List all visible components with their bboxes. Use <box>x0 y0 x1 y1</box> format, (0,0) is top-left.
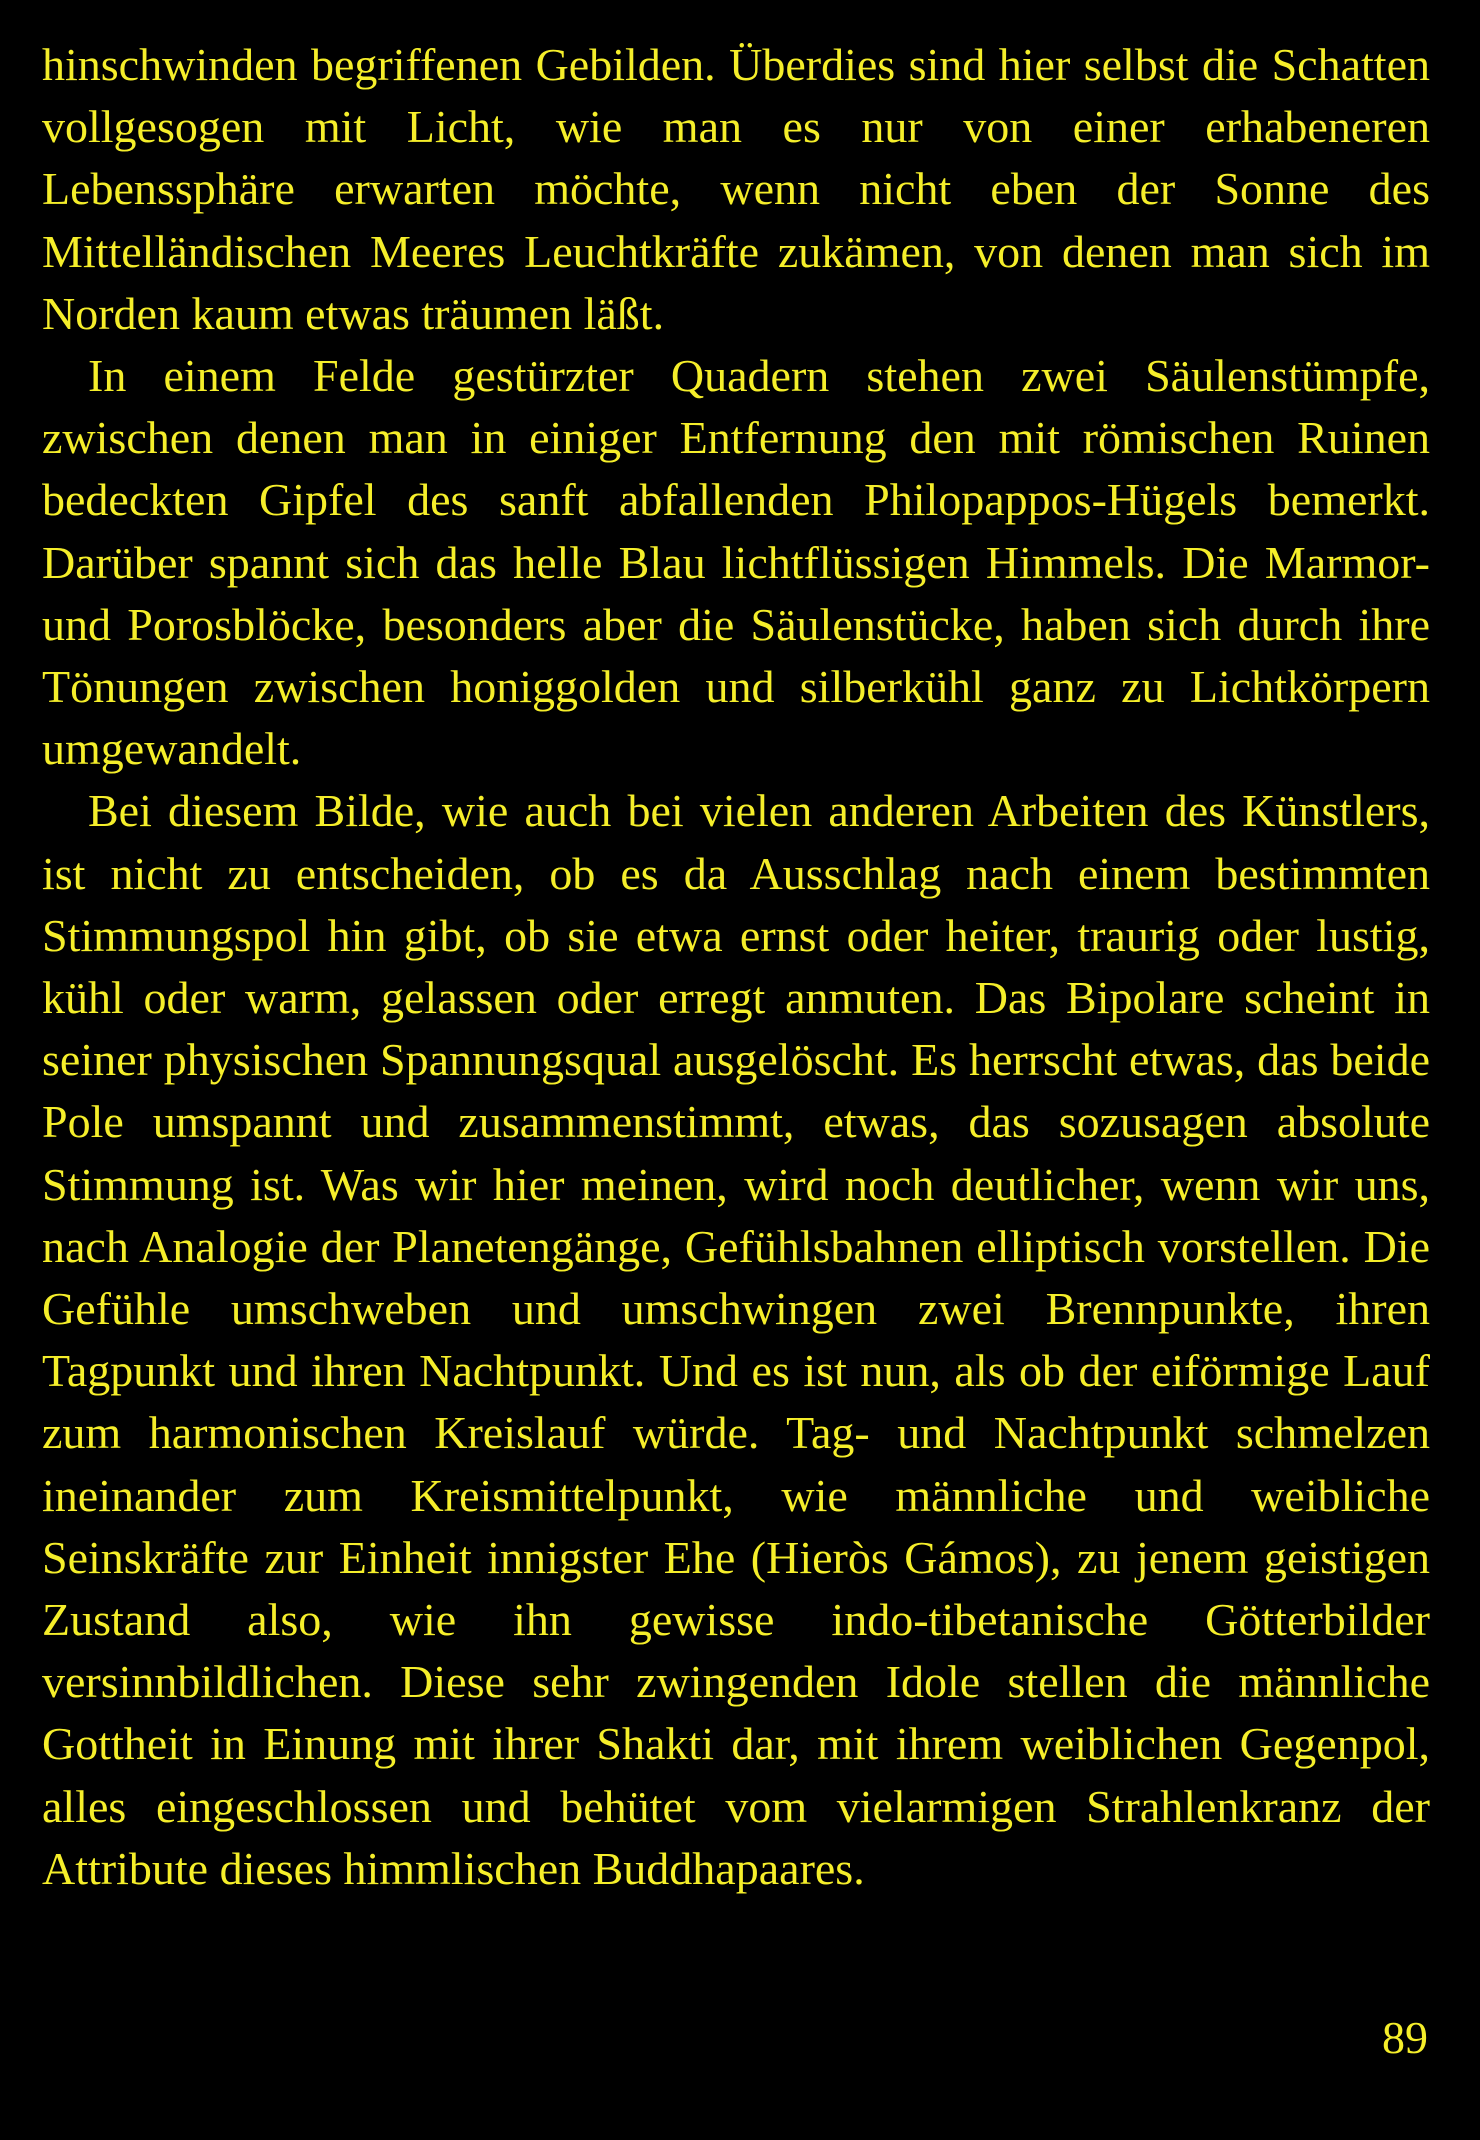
paragraph-mood: Bei diesem Bilde, wie auch bei vielen anderen Arbeiten des Künstlers, ist nicht zu entscheiden, ob es da Ausschlag nach einem bestimmten Stimmungspol hin gibt, ob sie etwa ernst oder heiter, traurig oder lustig, kühl oder warm, gelassen oder erregt anmuten. Das Bipolare scheint in seiner physischen Spannungsqual ausgelöscht. Es herrscht etwas, das beide Pole umspannt und zusammenstimmt, etwas, das sozusagen absolute Stimmung ist. Was wir hier meinen, wird noch deutlicher, wenn wir uns, nach Analogie der Planetengänge, Gefühlsbahnen elliptisch vorstellen. Die Gefühle umschweben und umschwingen zwei Brennpunkte, ihren Tagpunkt und ihren Nachtpunkt. Und es ist nun, als ob der eiförmige Lauf zum harmonischen Kreislauf würde. Tag- und Nachtpunkt schmelzen ineinander zum Kreismittelpunkt, wie männliche und weibliche Seinskräfte zur Einheit innigster Ehe (Hieròs Gámos), zu jenem geistigen Zustand also, wie ihn gewisse indo-tibetanische Götterbilder versinnbildlichen. Diese sehr zwingenden Idole stellen die männliche Gottheit in Einung mit ihrer Shakti dar, mit ihrem weiblichen Gegenpol, alles eingeschlossen und behütet vom vielarmigen Strahlenkranz der Attribute dieses himmlischen Buddhapaares. <box>42 785 1430 1894</box>
page-number: 89 <box>1382 2012 1428 2063</box>
body-text <box>42 34 1430 1900</box>
paragraph-continuation: hinschwinden begriffenen Gebilden. Überdies sind hier selbst die Schatten vollgesogen mit Licht, wie man es nur von einer erhabeneren Lebenssphäre erwarten möchte, wenn nicht eben der Sonne des Mittelländischen Meeres Leuchtkräfte zukämen, von denen man sich im Norden kaum etwas träumen läßt. <box>42 39 1430 339</box>
paragraph-ruins: In einem Felde gestürzter Quadern stehen zwei Säulenstümpfe, zwischen denen man in einiger Entfernung den mit römischen Ruinen bedeckten Gipfel des sanft abfallenden Philopappos-Hügels bemerkt. Darüber spannt sich das helle Blau lichtflüssigen Himmels. Die Marmor- und Porosblöcke, besonders aber die Säulenstücke, haben sich durch ihre Tönungen zwischen honiggolden und silberkühl ganz zu Lichtkörpern umgewandelt. <box>42 350 1430 775</box>
